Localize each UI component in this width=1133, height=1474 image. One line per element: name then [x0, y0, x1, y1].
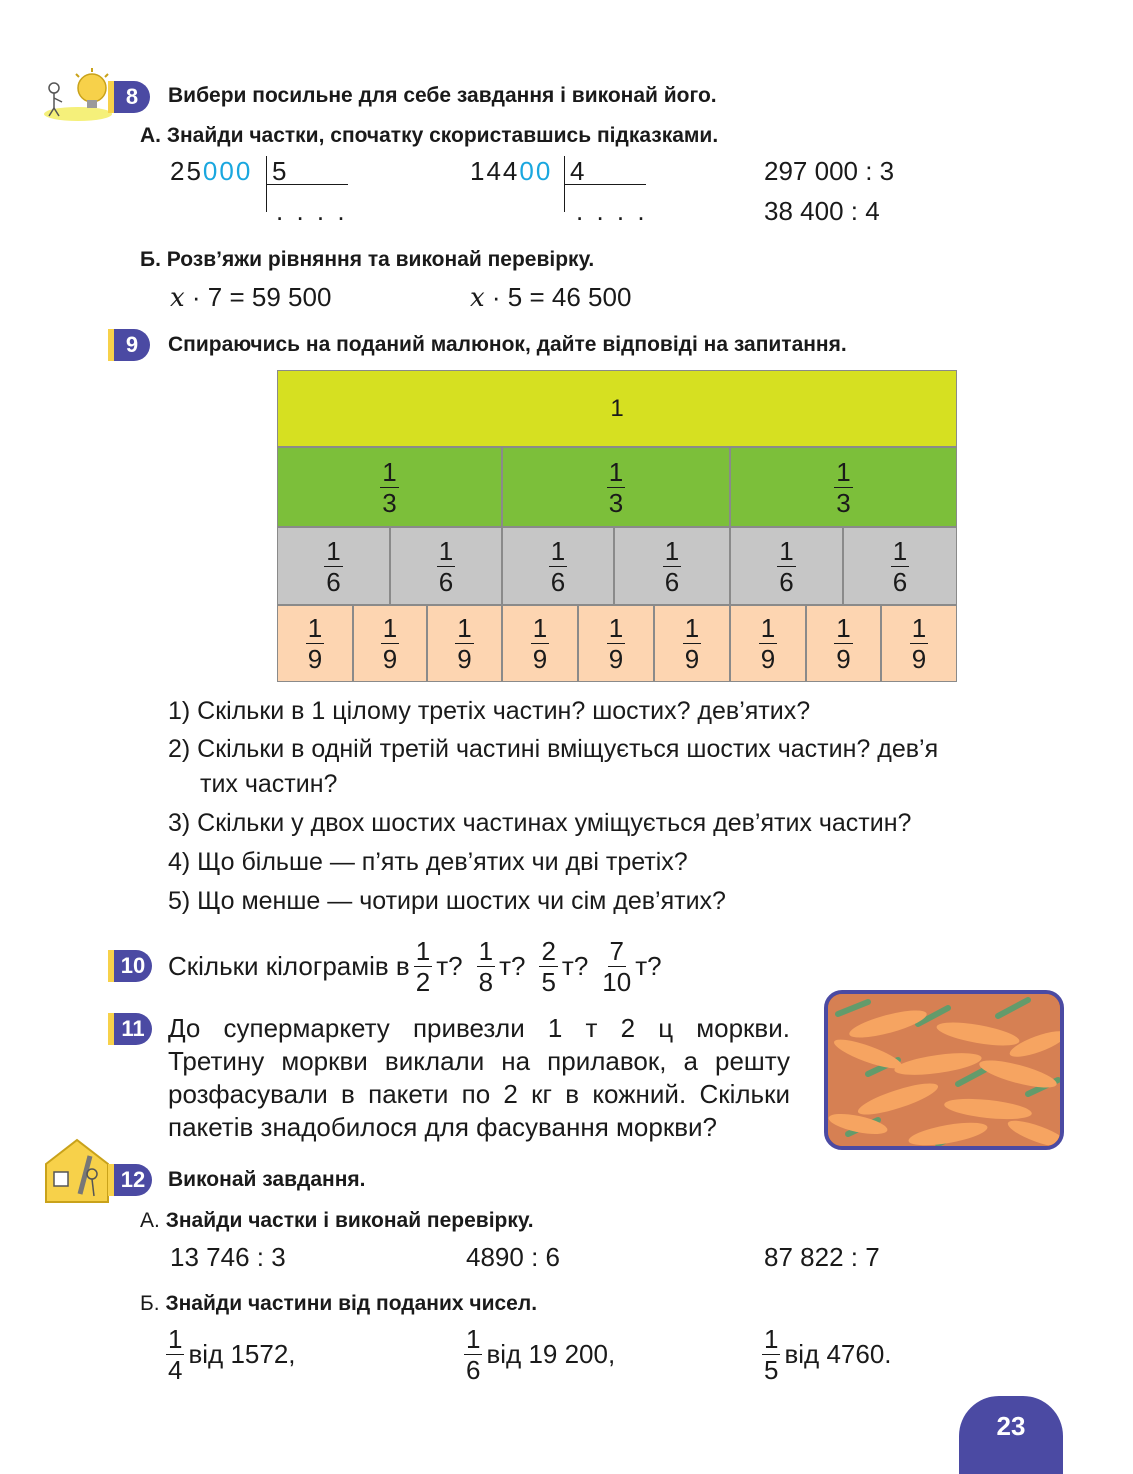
part-text: від 1572, — [188, 1339, 296, 1369]
sixth-cell: $\frac{1}{6}$ — [730, 527, 843, 605]
fraction-1-4: $\frac{1}{4}$ — [168, 1324, 183, 1385]
task-11-line-2: Третину моркви виклали на прилавок, а решту — [168, 1046, 790, 1076]
task-9-badge: 9 — [114, 329, 150, 361]
task-12a-label: А. — [140, 1209, 160, 1232]
ninth-cell: $\frac{1}{9}$ — [730, 605, 806, 682]
sixth-cell: $\frac{1}{6}$ — [277, 527, 390, 605]
sixth-cell: $\frac{1}{6}$ — [843, 527, 957, 605]
variable-x: x — [470, 283, 485, 313]
fraction-row-sixths — [277, 527, 957, 605]
dividend-digits: 25 — [170, 156, 203, 186]
ninth-cell: $\frac{1}{9}$ — [654, 605, 730, 682]
dividend-zeros: 00 — [519, 156, 553, 186]
fraction-1-2: $\frac{1}{2}$ — [415, 935, 431, 997]
task-12b-label: Б. — [140, 1292, 160, 1315]
task-11-line-1: До супермаркету привезли 1 т 2 ц моркви. — [168, 1013, 790, 1043]
task-8-badge: 8 — [114, 81, 150, 113]
task-8b-title: Б. Розв’яжи рівняння та виконай перевірку. — [140, 248, 595, 271]
fraction-2-5: $\frac{2}{5}$ — [541, 935, 556, 997]
sixth-cell: $\frac{1}{6}$ — [502, 527, 614, 605]
homework-house-icon — [40, 1136, 114, 1206]
task-12a-heading — [140, 1209, 534, 1233]
task-9-title: Спираючись на поданий малюнок, дайте відповіді на запитання. — [168, 333, 847, 356]
equation-1 — [170, 282, 331, 313]
task-12b-title: Знайди частини від поданих чисел. — [165, 1292, 538, 1315]
lightbulb-icon — [40, 66, 112, 122]
part-item-3 — [762, 1326, 892, 1383]
carrots-photo — [824, 990, 1064, 1150]
task-10-lead: Скільки кілограмів в — [168, 950, 410, 981]
task-12-title: Виконай завдання. — [168, 1168, 366, 1191]
fraction-1-6: $\frac{1}{6}$ — [466, 1324, 481, 1385]
ninth-cell: $\frac{1}{9}$ — [578, 605, 654, 682]
divisor-2: 4 — [570, 156, 585, 186]
quotient-dots-1: . . . . — [276, 196, 348, 226]
unit-t: т? — [499, 950, 526, 981]
example-4890: 4890 : 6 — [466, 1242, 560, 1272]
unit-t: т? — [635, 950, 662, 981]
unit-t: т? — [436, 950, 463, 981]
task-11-line-3: розфасували в пакети по 2 кг в кожний. Скільки — [168, 1079, 790, 1109]
example-38400: 38 400 : 4 — [764, 196, 880, 226]
fraction-row-thirds — [277, 447, 957, 527]
part-text: від 4760. — [784, 1339, 892, 1369]
task-11-line-4: пакетів знадобилося для фасування моркви? — [168, 1112, 717, 1142]
example-87822: 87 822 : 7 — [764, 1242, 880, 1272]
fraction-7-10: $\frac{7}{10}$ — [602, 935, 632, 997]
equation-2 — [470, 282, 631, 313]
fraction-row-whole — [277, 370, 957, 447]
example-297000: 297 000 : 3 — [764, 156, 895, 186]
task-12a-title: Знайди частки і виконай перевірку. — [165, 1209, 534, 1232]
question-3: 3) Скільки у двох шостих частинах уміщується дев’ятих частин? — [168, 809, 912, 837]
task-8a-title: А. Знайди частки, спочатку скориставшись підказками. — [140, 124, 719, 147]
ninth-cell: $\frac{1}{9}$ — [502, 605, 578, 682]
question-1: 1) Скільки в 1 цілому третіх частин? шостих? дев’ятих? — [168, 697, 811, 725]
task-11-badge: 11 — [114, 1013, 152, 1045]
equation-rest: · 5 = 46 500 — [491, 282, 632, 312]
sixth-cell: $\frac{1}{6}$ — [614, 527, 730, 605]
task-8-title: Вибери посильне для себе завдання і виконай його. — [168, 84, 717, 107]
task-12b-heading — [140, 1292, 537, 1316]
third-cell: $\frac{1}{3}$ — [730, 447, 957, 527]
part-item-2 — [464, 1326, 615, 1383]
variable-x: x — [170, 283, 185, 313]
ninth-cell: $\frac{1}{9}$ — [277, 605, 353, 682]
task-10-badge: 10 — [114, 950, 152, 982]
part-text: від 19 200, — [486, 1339, 616, 1369]
long-division-1 — [170, 156, 252, 187]
task-12-badge: 12 — [114, 1164, 152, 1196]
ninth-cell: $\frac{1}{9}$ — [353, 605, 427, 682]
fraction-row-ninths — [277, 605, 957, 682]
task-11-text — [168, 1012, 790, 1144]
question-2-cont: тих частин? — [200, 770, 338, 798]
question-4: 4) Що більше — п’ять дев’ятих чи дві третіх? — [168, 848, 688, 876]
task-10-text — [168, 935, 662, 997]
question-2: 2) Скільки в одній третій частині вміщується шостих частин? дев’я — [168, 735, 939, 763]
example-13746: 13 746 : 3 — [170, 1242, 286, 1272]
dividend-digits: 144 — [470, 156, 520, 186]
long-division-2 — [470, 156, 552, 187]
question-5: 5) Що менше — чотири шостих чи сім дев’ятих? — [168, 887, 726, 915]
ninth-cell: $\frac{1}{9}$ — [806, 605, 881, 682]
divisor-1: 5 — [272, 156, 287, 186]
ninth-cell: $\frac{1}{9}$ — [881, 605, 957, 682]
third-cell: $\frac{1}{3}$ — [277, 447, 502, 527]
fraction-1-8: $\frac{1}{8}$ — [478, 935, 494, 997]
ninth-cell: $\frac{1}{9}$ — [427, 605, 502, 682]
part-item-1 — [166, 1326, 296, 1383]
sixth-cell: $\frac{1}{6}$ — [390, 527, 502, 605]
quotient-dots-2: . . . . — [576, 196, 648, 226]
unit-t: т? — [561, 950, 589, 981]
page-number: 23 — [959, 1396, 1063, 1474]
equation-rest: · 7 = 59 500 — [191, 282, 332, 312]
whole-cell: 1 — [277, 370, 957, 447]
fraction-1-5: $\frac{1}{5}$ — [764, 1324, 779, 1385]
third-cell: $\frac{1}{3}$ — [502, 447, 730, 527]
dividend-zeros: 000 — [202, 156, 253, 186]
